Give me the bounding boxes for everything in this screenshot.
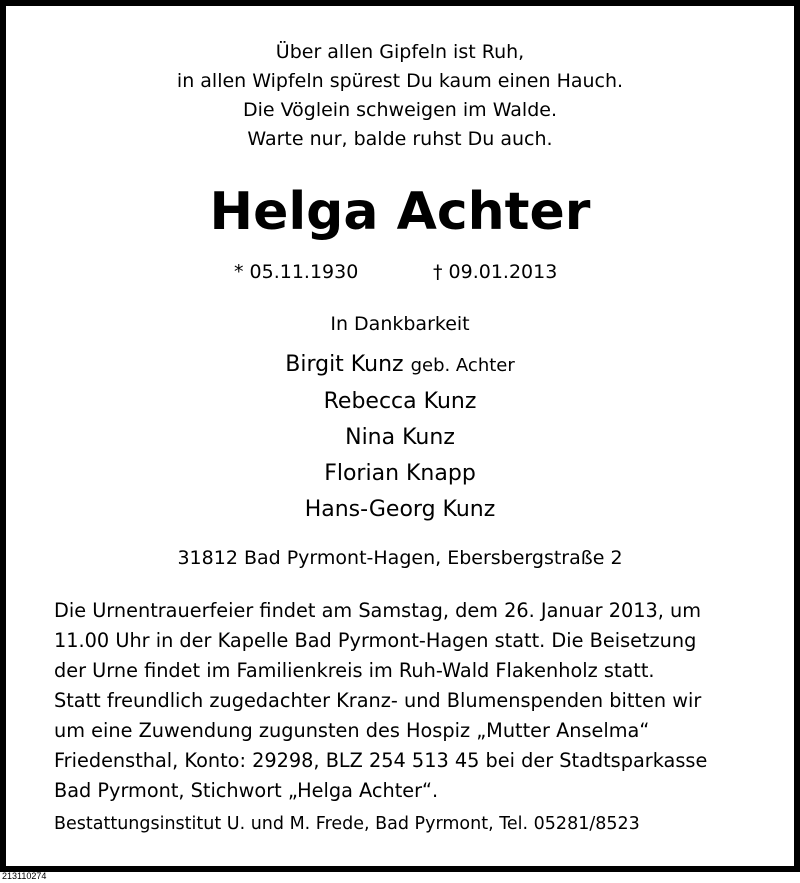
poem-line: Über allen Gipfeln ist Ruh, xyxy=(275,41,525,63)
notice-line: um eine Zuwendung zugunsten des Hospiz „Mutter Anselma“ xyxy=(54,719,650,742)
notice-line: Friedensthal, Konto: 29298, BLZ 254 513 45 bei der Stadtsparkasse xyxy=(54,749,708,772)
notice-line: der Urne findet im Familienkreis im Ruh-Wald Flakenholz statt. xyxy=(54,659,655,682)
notice-line: Die Urnentrauerfeier findet am Samstag, dem 26. Januar 2013, um xyxy=(54,599,702,622)
birth-date: * 05.11.1930 xyxy=(234,261,359,283)
family-address: 31812 Bad Pyrmont-Hagen, Ebersbergstraße 2 xyxy=(177,547,623,569)
mourner-suffix: geb. Achter xyxy=(410,355,515,376)
poem-line: in allen Wipfeln spürest Du kaum einen Hauch. xyxy=(176,70,624,92)
mourner-name: Birgit Kunz xyxy=(285,352,404,377)
mourner-name: Rebecca Kunz xyxy=(323,389,477,414)
mourner-name: Hans-Georg Kunz xyxy=(304,497,496,522)
notice-line: Statt freundlich zugedachter Kranz- und Blumenspenden bitten wir xyxy=(54,689,702,712)
undertaker-contact: Bestattungsinstitut U. und M. Frede, Bad Pyrmont, Tel. 05281/8523 xyxy=(54,814,640,834)
mourner-item xyxy=(6,492,794,528)
notice-line: Bad Pyrmont, Stichwort „Helga Achter“. xyxy=(54,779,439,802)
death-date: † 09.01.2013 xyxy=(433,261,558,283)
mourner-item xyxy=(6,420,794,456)
mourner-item xyxy=(6,384,794,420)
reference-code: 213110274 xyxy=(2,871,47,881)
poem-line: Die Vöglein schweigen im Walde. xyxy=(242,99,557,121)
deceased-name: Helga Achter xyxy=(209,182,591,242)
thanks-line: In Dankbarkeit xyxy=(330,313,470,335)
mourner-name: Nina Kunz xyxy=(345,425,455,450)
mourner-name: Florian Knapp xyxy=(324,461,476,486)
poem xyxy=(6,38,794,154)
mourner-list xyxy=(6,347,794,528)
poem-line: Warte nur, balde ruhst Du auch. xyxy=(247,128,553,150)
mourner-item xyxy=(6,347,794,384)
mourner-item xyxy=(6,456,794,492)
funeral-notice xyxy=(54,596,774,806)
notice-line: 11.00 Uhr in der Kapelle Bad Pyrmont-Hagen statt. Die Beisetzung xyxy=(54,629,697,652)
